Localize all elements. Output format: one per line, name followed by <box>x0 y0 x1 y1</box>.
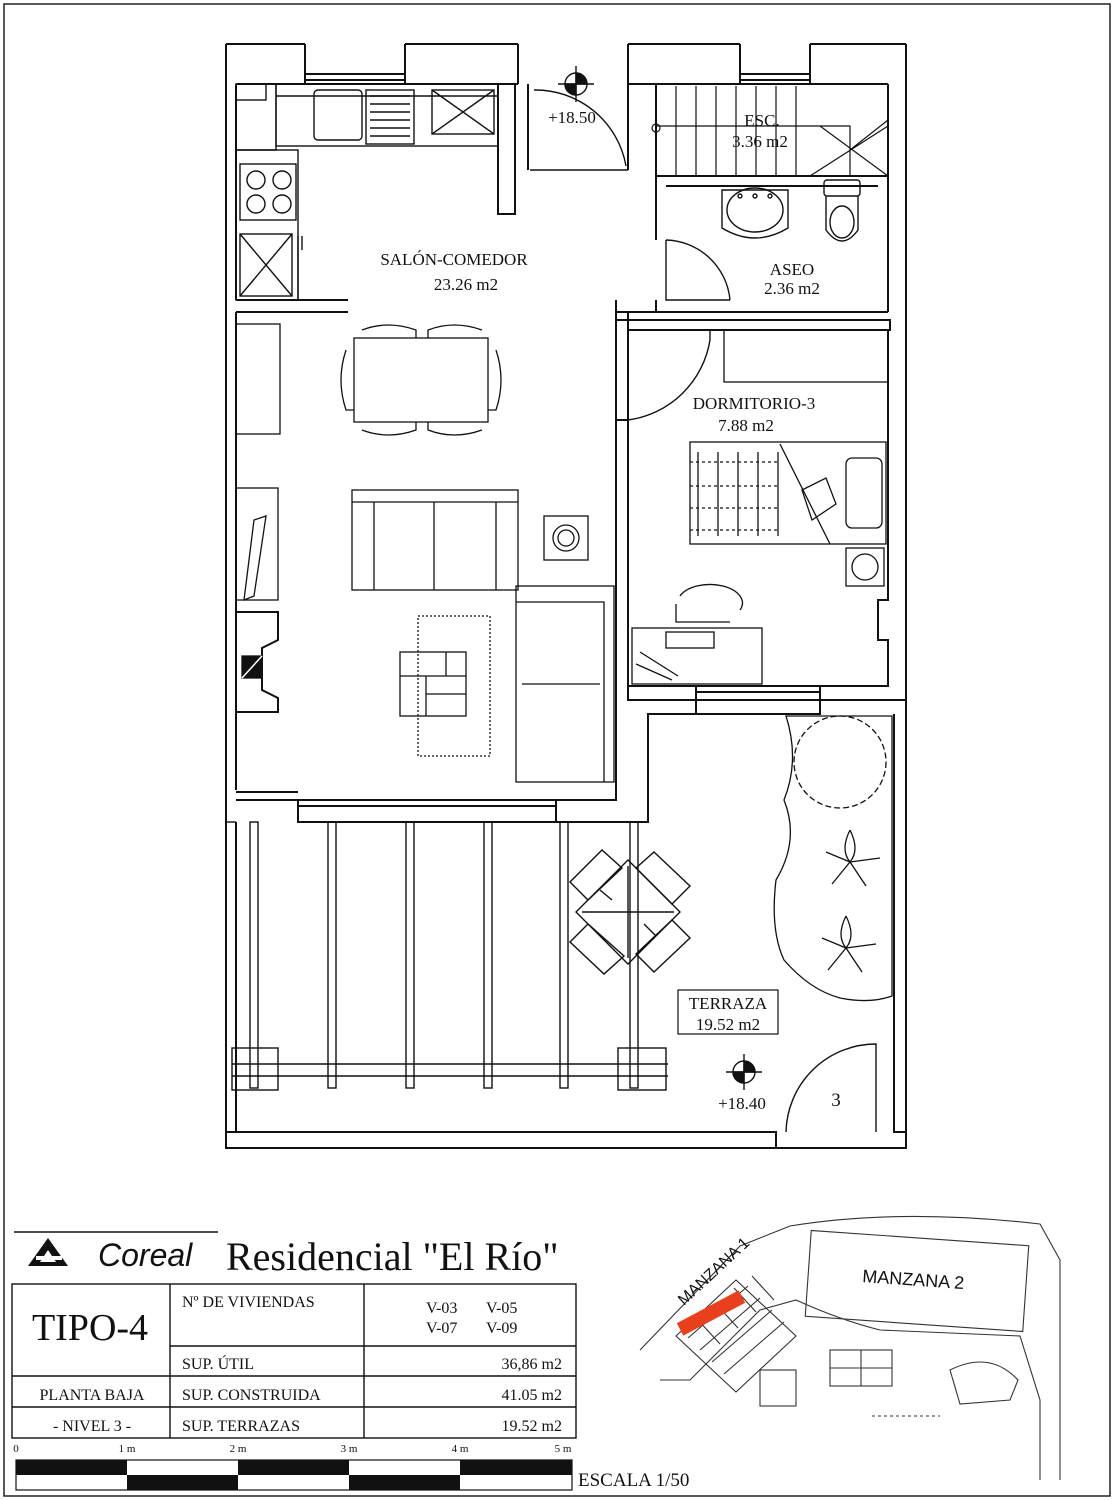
bedroom-furniture <box>632 330 888 684</box>
level-upper: +18.50 <box>548 108 596 127</box>
scale-tick-0: 0 <box>13 1443 19 1455</box>
bathroom <box>722 180 860 241</box>
sup-construida-label: SUP. CONSTRUIDA <box>182 1387 321 1404</box>
aseo-name: ASEO <box>769 260 815 279</box>
dormitorio-name: DORMITORIO-3 <box>692 394 816 413</box>
dormitorio-area: 7.88 m2 <box>718 416 774 435</box>
vivienda-v03: V-03 <box>426 1300 458 1317</box>
site-plan <box>640 1216 1060 1480</box>
level-markers <box>558 66 762 1090</box>
vivienda-v09: V-09 <box>486 1320 518 1337</box>
stairs <box>652 86 888 176</box>
esc-name: ESC. <box>744 111 780 130</box>
manzana-1-label: MANZANA 1 <box>675 1234 754 1309</box>
scale-tick-5: 5 m <box>554 1443 572 1455</box>
scale-tick-1: 1 m <box>118 1443 136 1455</box>
level-lower: +18.40 <box>718 1094 766 1113</box>
door-number: 3 <box>831 1090 841 1111</box>
garden <box>774 716 892 1001</box>
tipo-label: TIPO-4 <box>31 1307 149 1349</box>
vivienda-v05: V-05 <box>486 1300 518 1317</box>
logo-text: Coreal <box>98 1237 193 1273</box>
scale-label: ESCALA 1/50 <box>578 1470 690 1491</box>
salon-area: 23.26 m2 <box>433 275 499 294</box>
scale-tick-3: 3 m <box>340 1443 358 1455</box>
scale-bar <box>16 1460 572 1490</box>
aseo-area: 2.36 m2 <box>764 279 820 298</box>
project-title: Residencial "El Río" <box>226 1234 559 1279</box>
scale-tick-4: 4 m <box>451 1443 469 1455</box>
planta-label: PLANTA BAJA <box>39 1387 145 1404</box>
manzana-2-label: MANZANA 2 <box>861 1266 965 1294</box>
sup-util-value: 36,86 m2 <box>501 1356 562 1373</box>
viviendas-label: Nº DE VIVIENDAS <box>182 1294 315 1311</box>
sup-util-label: SUP. ÚTIL <box>182 1356 255 1373</box>
esc-area: 3.36 m2 <box>732 132 788 151</box>
coreal-logo-icon <box>28 1238 68 1266</box>
nivel-label: - NIVEL 3 - <box>52 1418 132 1435</box>
pergola <box>226 822 668 1090</box>
vivienda-v07: V-07 <box>426 1320 458 1337</box>
salon-name: SALÓN-COMEDOR <box>380 250 528 269</box>
sup-terrazas-value: 19.52 m2 <box>501 1418 562 1435</box>
door-arcs <box>530 90 876 1132</box>
sup-terrazas-label: SUP. TERRAZAS <box>182 1418 300 1435</box>
terraza-area: 19.52 m2 <box>695 1015 761 1034</box>
scale-tick-2: 2 m <box>229 1443 247 1455</box>
sup-construida-value: 41.05 m2 <box>501 1387 562 1404</box>
living-furniture <box>236 324 614 782</box>
terraza-name: TERRAZA <box>688 994 768 1013</box>
